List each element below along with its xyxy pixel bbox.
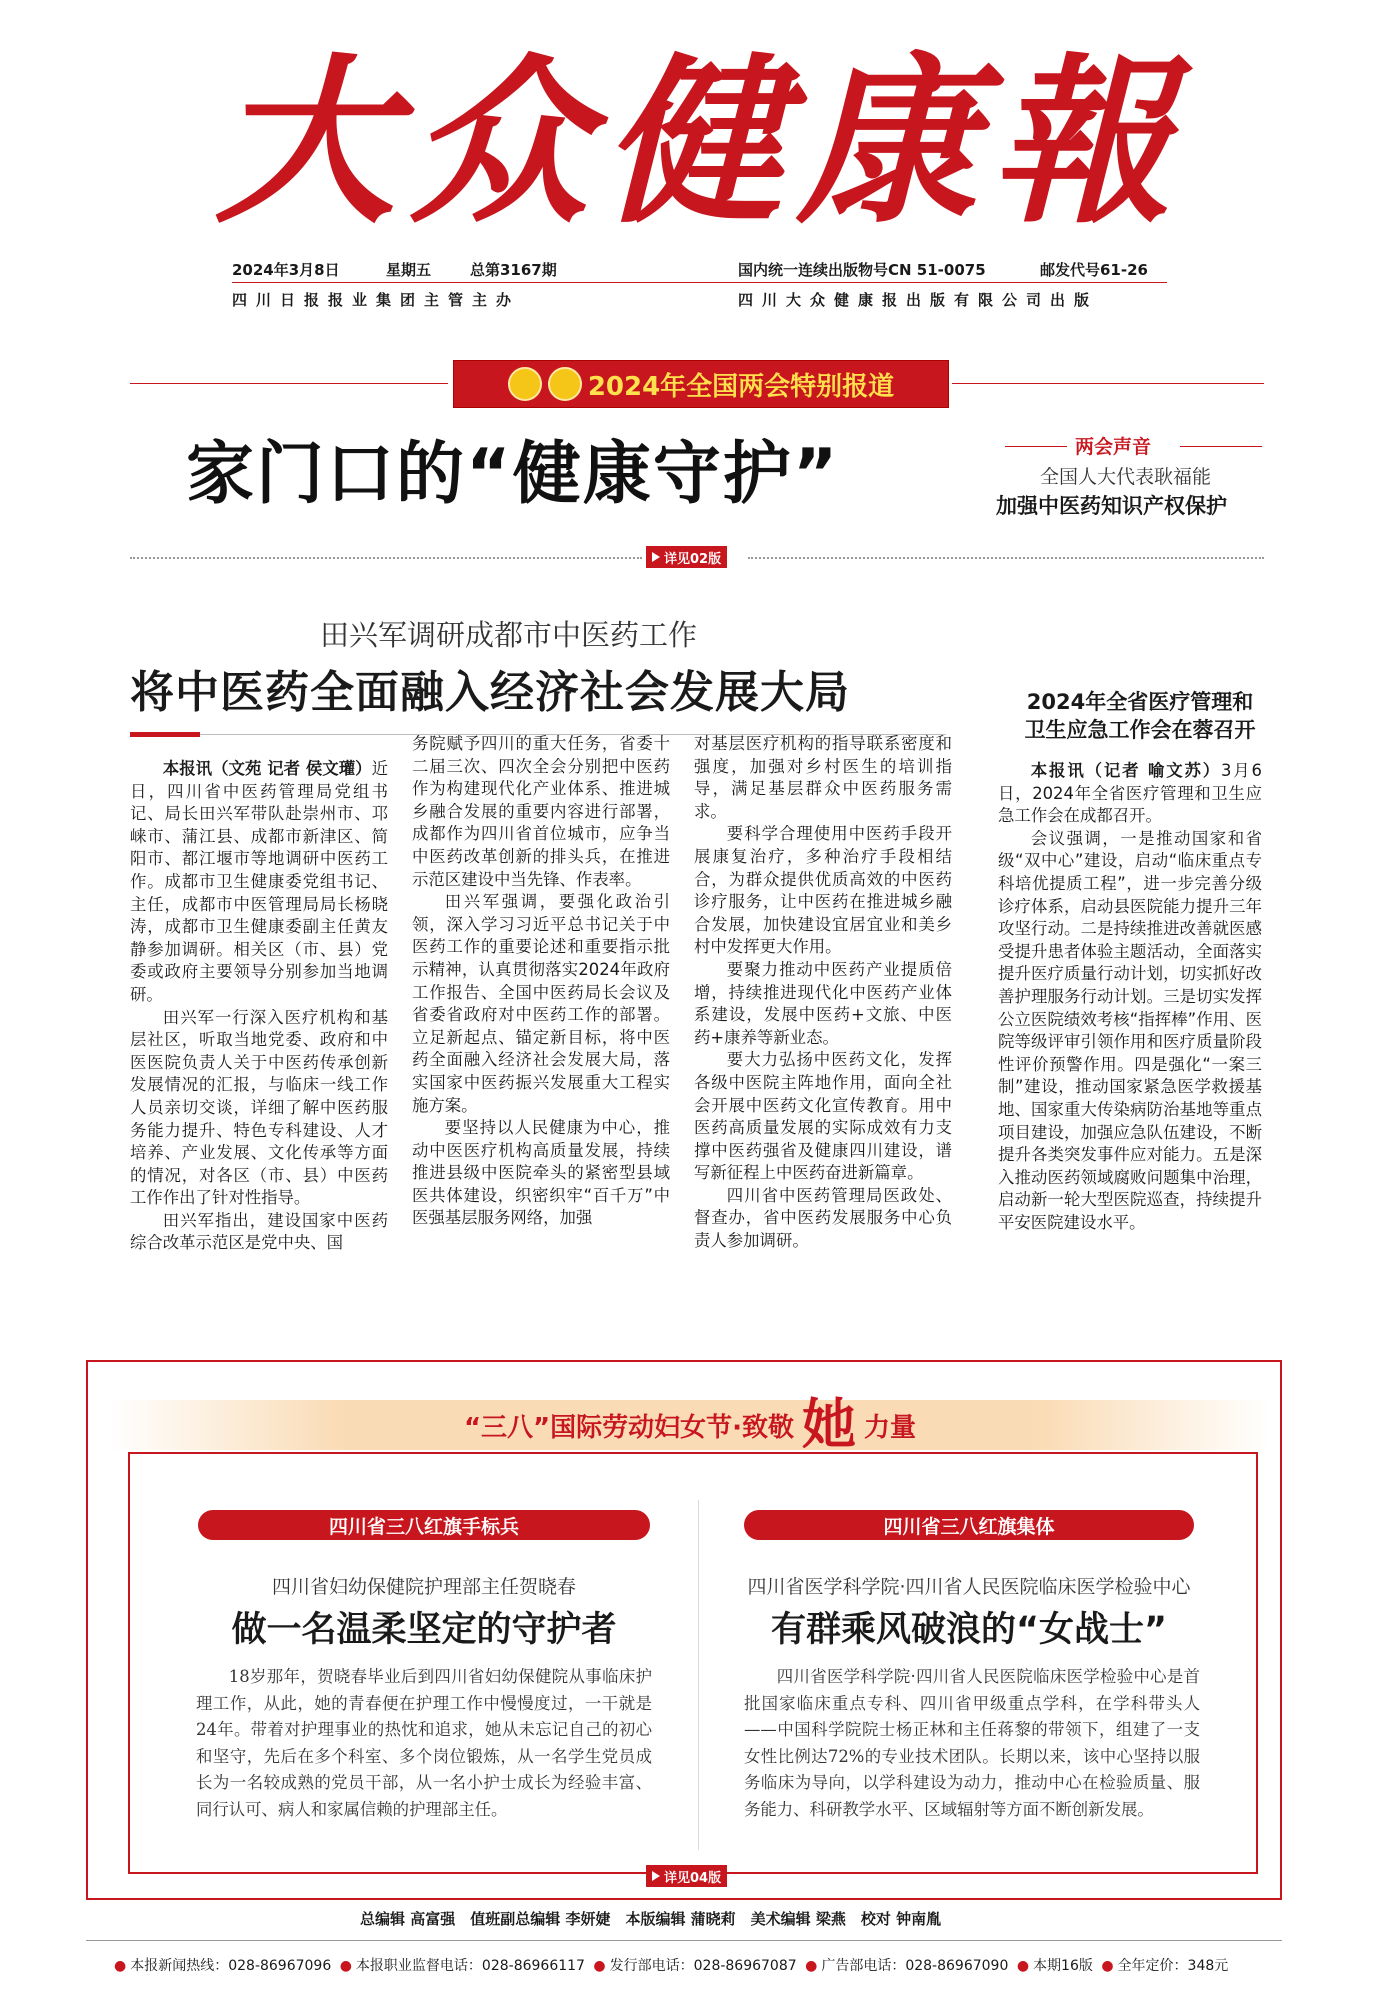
story1-col2-para: 要坚持以人民健康为中心，推动中医医疗机构高质量发展，持续推进县级中医院牵头的紧密型县域医共体建设，织密织牢“百千万”中医强基层服务网络，加强 [412, 1118, 670, 1228]
masthead-logo-text: 大众健康報 [214, 37, 1186, 248]
bullet-icon: ● [1016, 1958, 1030, 1974]
banner-rule-left [130, 383, 448, 384]
postal-code: 邮发代号61-26 [1040, 261, 1148, 279]
masthead-rule [232, 282, 1167, 283]
feature-right-title: 有群乘风破浪的“女战士” [770, 1610, 1167, 1650]
special-report-banner [453, 360, 949, 408]
voice-tag: 两会声音 [1075, 436, 1152, 458]
story1-accent-bar [130, 732, 200, 737]
story1-col3-para: 要大力弘扬中医药文化，发挥各级中医院主阵地作用，面向全社会开展中医药文化宣传教育。用中医药高质量发展的实际成效有力支撑中医药强省及健康四川建设，谱写新征程上中医药奋进新篇章。 [694, 1050, 952, 1183]
story1-title: 将中医药全面融入经济社会发展大局 [130, 667, 850, 718]
story2-body [998, 760, 1262, 1234]
story1-col3-para: 要聚力推动中医药产业提质倍增，持续推进现代化中医药产业体系建设，发展中医药+文旅、中医药+康养等新业态。 [694, 959, 952, 1047]
feature-left-title: 做一名温柔坚定的守护者 [231, 1610, 617, 1650]
story1-kicker: 田兴军调研成都市中医药工作 [320, 618, 698, 652]
story2-title-line: 2024年全省医疗管理和 [1026, 690, 1254, 714]
bullet-icon: ● [1101, 1958, 1114, 1974]
story1-column-3 [694, 733, 952, 1253]
footer-supervision: 本报职业监督电话：028-86966117 [355, 1958, 585, 1974]
feature-right-body [744, 1664, 1200, 1823]
play-icon [652, 1871, 660, 1881]
national-emblem-icon [508, 367, 542, 401]
feature-left-kicker: 四川省妇幼保健院护理部主任贺晓春 [271, 1576, 576, 1598]
issue-date: 2024年3月8日 [232, 261, 340, 279]
award-tag-individual: 四川省三八红旗手标兵 [198, 1510, 650, 1540]
cn-number: 国内统一连续出版物号CN 51-0075 [738, 261, 986, 279]
footer-hotline: 本报新闻热线：028-86967096 [130, 1958, 332, 1974]
feature-left-para: 18岁那年，贺晓春毕业后到四川省妇幼保健院从事临床护理工作，从此，她的青春便在护理工作中慢慢度过，一干就是24年。带着对护理事业的热忱和追求，她从未忘记自己的初心和坚守，先后在多个科室、多个岗位锻炼，从一名学生党员成长为一名较成熟的党员干部，从一名小护士成长为经验丰富、同行认可、病人和家属信赖的护理部主任。 [196, 1667, 652, 1819]
sponsor: 四川日报报业集团主管主办 [232, 291, 521, 309]
divider-right [748, 557, 1264, 559]
story2-title-line: 卫生应急工作会在蓉召开 [1024, 718, 1256, 742]
womens-day-banner-left: “三八”国际劳动妇女节·致敬 [463, 1412, 795, 1443]
story2-byline: 本报讯（记者 喻文苏） [1030, 761, 1221, 780]
footer-contacts [110, 1955, 1228, 1975]
story1-byline: 本报讯（文苑 记者 侯文瓘） [162, 759, 372, 778]
womens-day-banner-right: 力量 [864, 1412, 917, 1443]
footer-pages: 本期16版 [1033, 1958, 1093, 1974]
feature-right-kicker: 四川省医学科学院·四川省人民医院临床医学检验中心 [747, 1576, 1191, 1598]
story1-col3-para: 四川省中医药管理局医政处、督查办，省中医药发展服务中心负责人参加调研。 [694, 1185, 952, 1251]
footer-rule [86, 1940, 1282, 1941]
voice-title: 加强中医药知识产权保护 [996, 494, 1227, 518]
voice-rule-left [1005, 446, 1067, 447]
story1-col1-para: 田兴军一行深入医疗机构和基层社区，听取当地党委、政府和中医医院负责人关于中医药传承创新发展情况的汇报，与临床一线工作人员亲切交谈，详细了解中医药服务能力提升、特色专科建设、人才培养、产业发展、文化传承等方面的情况，对各区（市、县）中医药工作作出了针对性指导。 [130, 1007, 388, 1208]
story1-col3-para: 要科学合理使用中医药手段开展康复治疗，多种治疗手段相结合，为群众提供优质高效的中医药诊疗服务，让中医药在推进城乡融合发展，加快建设宜居宜业和美乡村中发挥更大作用。 [694, 824, 952, 957]
see-page-04-label: 详见04版 [664, 1870, 722, 1886]
bullet-icon: ● [805, 1958, 818, 1974]
award-tag-collective: 四川省三八红旗集体 [744, 1510, 1194, 1540]
story1-column-1 [130, 758, 388, 1255]
play-icon [652, 552, 660, 562]
story1-column-2 [412, 733, 670, 1230]
story1-col1-para: 田兴军指出，建设国家中医药综合改革示范区是党中央、国 [130, 1210, 388, 1253]
feature-right-para: 四川省医学科学院·四川省人民医院临床医学检验中心是首批国家临床重点专科、四川省甲级重点学科，在学科带头人——中国科学院院士杨正林和主任蒋黎的带领下，组建了一支女性比例达72%的专业技术团队。长期以来，该中心坚持以服务临床为导向，以学科建设为动力，推动中心在检验质量、服务能力、科研教学水平、区域辐射等方面不断创新发展。 [744, 1667, 1200, 1819]
issue-weekday: 星期五 [386, 261, 432, 279]
footer-price: 全年定价：348元 [1117, 1958, 1229, 1974]
story1-col2-para: 田兴军强调，要强化政治引领，深入学习习近平总书记关于中医药工作的重要论述和重要指示批示精神，认真贯彻落实2024年政府工作报告、全国中医药局长会议及省委省政府对中医药工作的部署。立足新起点、锚定新目标，将中医药全面融入经济社会发展大局，落实国家中医药振兴发展重大工程实施方案。 [412, 892, 670, 1115]
voice-subtitle: 全国人大代表耿福能 [1040, 466, 1212, 488]
story2-para: 会议强调，一是推动国家和省级“双中心”建设，启动“临床重点专科培优提质工程”，进一步完善分级诊疗体系，启动县医院能力提升三年攻坚行动。二是持续推进改善就医感受提升患者体验主题活动，全面落实提升医疗质量行动计划，切实抓好改善护理服务行动计划。三是切实发挥公立医院绩效考核“指挥棒”作用、医院等级评审引领作用和医疗质量阶段性评价预警作用。四是强化“一案三制”建设，推动国家紧急医学救援基地、国家重大传染病防治基地等重点项目建设，加强应急队伍建设，不断提升各类突发事件应对能力。五是深入推动医药领域腐败问题集中治理，启动新一轮大型医院巡查，持续提升平安医院建设水平。 [998, 828, 1262, 1232]
feature-separator [698, 1500, 699, 1850]
voice-rule-right [1180, 446, 1262, 447]
story1-col1-para: 近日，四川省中医药管理局党组书记、局长田兴军带队赴崇州市、邛崃市、蒲江县、成都市新津区、简阳市、都江堰市等地调研中医药工作。成都市卫生健康委党组书记、主任，成都市中医管理局局长杨晓涛，成都市卫生健康委副主任黄友静参加调研。相关区（市、县）党委或政府主要领导分别参加当地调研。 [130, 759, 388, 1004]
publisher: 四川大众健康报出版有限公司出版 [738, 291, 1099, 309]
footer-ads: 广告部电话：028-86967090 [821, 1958, 1009, 1974]
cppcc-emblem-icon [548, 367, 582, 401]
special-report-title: 2024年全国两会特别报道 [587, 371, 895, 402]
feature-left-body [196, 1664, 652, 1823]
footer-distribution: 发行部电话：028-86967087 [609, 1958, 797, 1974]
story2-title [1000, 688, 1280, 744]
bullet-icon: ● [593, 1958, 606, 1974]
womens-day-banner [110, 1393, 1270, 1456]
masthead [0, 0, 1399, 250]
story1-col3-para: 对基层医疗机构的指导联系密度和强度，加强对乡村医生的培训指导，满足基层群众中医药服务需求。 [694, 734, 952, 821]
bullet-icon: ● [114, 1958, 127, 1974]
story1-col2-para: 务院赋予四川的重大任务，省委十二届三次、四次全会分别把中医药作为构建现代化产业体系、推进城乡融合发展的重要内容进行部署，成都作为四川省首位城市，应争当中医药改革创新的排头兵，在推进示范区建设中当先锋、作表率。 [412, 734, 670, 889]
banner-rule-right [952, 383, 1264, 384]
staff-credits: 总编辑 高富强 值班副总编辑 李妍婕 本版编辑 蒲晓莉 美术编辑 梁燕 校对 钟南胤 [360, 1910, 942, 1928]
story2-para: 3月6日，2024年全省医疗管理和卫生应急工作会在成都召开。 [998, 761, 1262, 826]
see-page-04-link[interactable] [646, 1865, 727, 1887]
see-page-02-link[interactable] [646, 546, 727, 568]
divider-left [130, 557, 642, 559]
lead-headline: 家门口的“健康守护” [186, 435, 840, 514]
see-page-02-label: 详见02版 [664, 551, 722, 567]
womens-day-banner-her: 她 [802, 1393, 857, 1456]
bullet-icon: ● [339, 1958, 352, 1974]
masthead-logo [0, 0, 1399, 250]
issue-number: 总第3167期 [470, 261, 557, 279]
